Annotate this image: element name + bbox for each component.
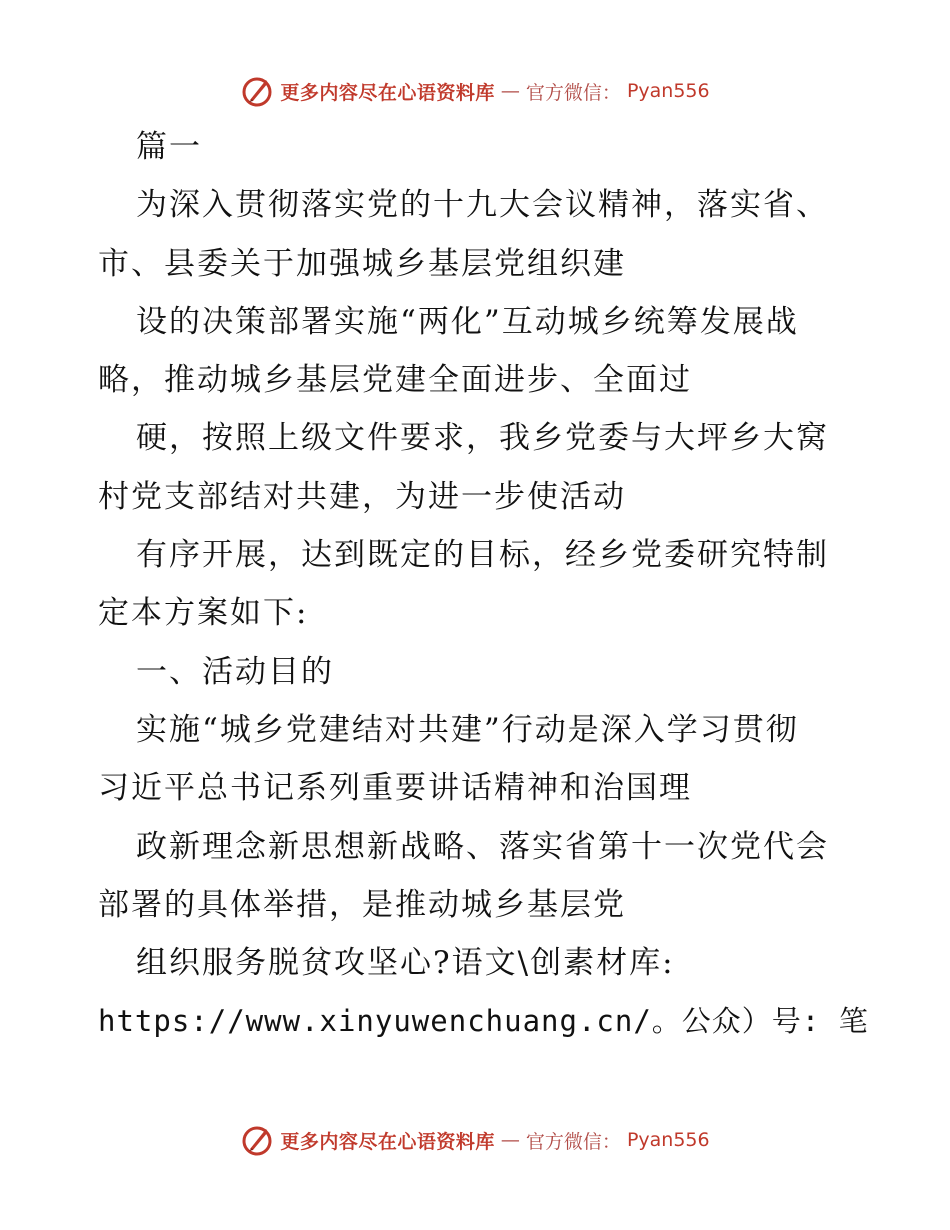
paragraph-line: 设的决策部署实施“两化”互动城乡统筹发展战 [136,303,799,340]
banner-wechat-label: 官方微信： [525,1130,621,1153]
quill-pen-icon [240,1123,274,1157]
paragraph-line: 村党支部结对共建，为进一步使活动 [98,478,626,515]
quill-pen-icon [240,74,274,108]
banner-brand-text: 更多内容尽在心语资料库 [280,81,495,104]
document-body [98,118,869,1051]
paragraph-line: 定本方案如下: [98,595,309,632]
section-heading: 篇一 [136,129,202,165]
header-watermark-banner [0,71,950,111]
url-line: https://www.xinyuwenchuang.cn/。公众）号: 笔 [98,1004,869,1039]
banner-wechat-id: Pyan556 [626,1129,710,1151]
banner-dash: — [500,80,520,102]
paragraph-line: 硬，按照上级文件要求，我乡党委与大坪乡大窝 [136,420,829,457]
banner-wechat-label: 官方微信： [525,81,621,104]
paragraph-line: 实施“城乡党建结对共建”行动是深入学习贯彻 [136,711,799,748]
banner-wechat-id: Pyan556 [626,80,710,102]
banner-brand-text: 更多内容尽在心语资料库 [280,1130,495,1153]
footer-watermark-banner [0,1120,950,1160]
paragraph-line: 市、县委关于加强城乡基层党组织建 [98,245,626,282]
paragraph-line: 政新理念新思想新战略、落实省第十一次党代会 [136,828,829,865]
paragraph-line: 习近平总书记系列重要讲话精神和治国理 [98,770,692,807]
paragraph-line: 部署的具体举措，是推动城乡基层党 [98,886,626,923]
paragraph-line: 为深入贯彻落实党的十九大会议精神，落实省、 [136,187,829,224]
paragraph-line: 略，推动城乡基层党建全面进步、全面过 [98,362,692,399]
subsection-heading: 一、活动目的 [136,653,334,690]
paragraph-line: 有序开展，达到既定的目标，经乡党委研究特制 [136,537,829,574]
paragraph-line: 组织服务脱贫攻坚心?语文\创素材库: [136,945,675,982]
banner-dash: — [500,1129,520,1151]
